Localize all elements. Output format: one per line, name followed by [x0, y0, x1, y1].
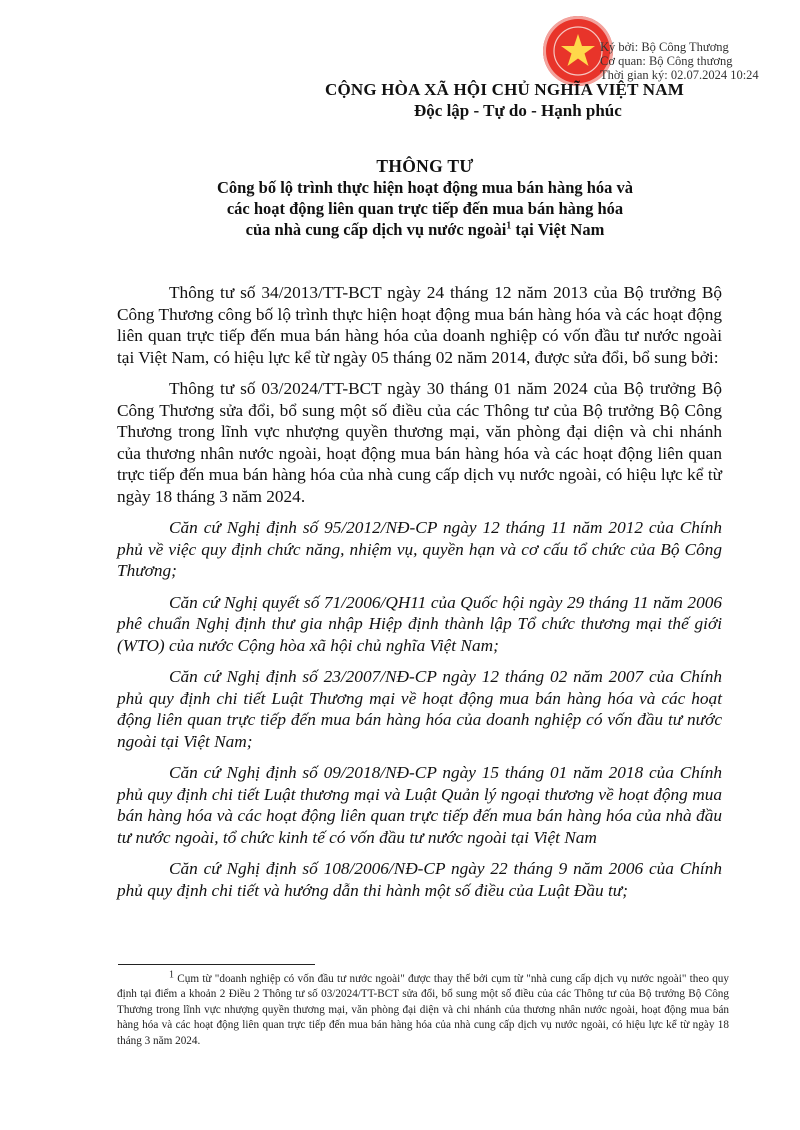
legal-basis-paragraph: Căn cứ Nghị định số 09/2018/NĐ-CP ngày 15 tháng 01 năm 2018 của Chính phủ quy định chi tiết Luật thương mại và Luật Quản lý ngoại thương về hoạt động mua bán hàng hóa và các hoạt động liên quan trực tiếp đến mua bán hàng hóa của nhà đầu tư nước ngoài, tổ chức kinh tế có vốn đầu tư nước ngoài tại Việt Nam — [117, 763, 722, 847]
title-line-1: Công bố lộ trình thực hiện hoạt động mua bán hàng hóa và — [216, 178, 634, 197]
body-paragraph: Thông tư số 34/2013/TT-BCT ngày 24 tháng 12 năm 2013 của Bộ trưởng Bộ Công Thương công bố lộ trình thực hiện hoạt động mua bán hàng hóa và các hoạt động liên quan trực tiếp đến mua bán hàng hóa của doanh nghiệp có vốn đầu tư nước ngoài tại Việt Nam, có hiệu lực kể từ ngày 05 tháng 02 năm 2014, được sửa đổi, bổ sung bởi: — [117, 283, 722, 367]
title-line-3-text: của nhà cung cấp dịch vụ nước ngoài — [245, 220, 507, 239]
footnote — [117, 969, 729, 1049]
document-body — [117, 282, 722, 911]
national-motto: Độc lập - Tự do - Hạnh phúc — [414, 101, 622, 120]
title-line-3 — [150, 219, 700, 240]
digital-signature-info — [600, 40, 800, 82]
footnote-marker: 1 — [169, 969, 174, 981]
signature-signer: Ký bởi: Bộ Công Thương — [600, 40, 729, 54]
body-paragraph: Thông tư số 03/2024/TT-BCT ngày 30 tháng 01 năm 2024 của Bộ trưởng Bộ Công Thương sửa đổi, bổ sung một số điều của các Thông tư của Bộ trưởng Bộ Công Thương trong lĩnh vực nhượng quyền thương mại, văn phòng đại diện và chi nhánh của thương nhân nước ngoài, hoạt động mua bán hàng hóa và các hoạt động liên quan trực tiếp đến mua bán hàng hóa của nhà cung cấp dịch vụ nước ngoài, có hiệu lực kể từ ngày 18 tháng 3 năm 2024. — [117, 379, 722, 506]
legal-basis-paragraph: Căn cứ Nghị định số 108/2006/NĐ-CP ngày 22 tháng 9 năm 2006 của Chính phủ quy định chi tiết và hướng dẫn thi hành một số điều của Luật Đầu tư; — [117, 859, 722, 900]
signature-agency: Cơ quan: Bộ Công thương — [600, 54, 733, 68]
legal-basis-paragraph: Căn cứ Nghị định số 23/2007/NĐ-CP ngày 12 tháng 02 năm 2007 của Chính phủ quy định chi tiết Luật Thương mại về hoạt động mua bán hàng hóa và các hoạt động liên quan trực tiếp đến mua bán hàng hóa của doanh nghiệp có vốn đầu tư nước ngoài tại Việt Nam; — [117, 667, 722, 751]
legal-basis-paragraph: Căn cứ Nghị định số 95/2012/NĐ-CP ngày 12 tháng 11 năm 2012 của Chính phủ về việc quy định chức năng, nhiệm vụ, quyền hạn và cơ cấu tổ chức của Bộ Công Thương; — [117, 518, 722, 580]
footnote-divider — [118, 964, 315, 965]
national-title: CỘNG HÒA XÃ HỘI CHỦ NGHĨA VIỆT NAM — [325, 80, 684, 99]
footnote-text: Cụm từ "doanh nghiệp có vốn đầu tư nước ngoài" được thay thế bởi cụm từ "nhà cung cấp dịch vụ nước ngoài" theo quy định tại điểm a khoản 2 Điều 2 Thông tư số 03/2024/TT-BCT sửa đổi, bổ sung một số điều của các Thông tư của Bộ trưởng Bộ Công Thương trong lĩnh vực nhượng quyền thương mại, văn phòng đại diện và chi nhánh của thương nhân nước ngoài, hoạt động mua bán hàng hóa và các hoạt động liên quan trực tiếp đến mua bán hàng hóa của nhà cung cấp dịch vụ nước ngoài, có hiệu lực kể từ ngày 18 tháng 3 năm 2024. — [117, 973, 729, 1047]
document-type: THÔNG TƯ — [376, 156, 474, 176]
title-line-3-end: tại Việt Nam — [511, 220, 605, 239]
title-line-2: các hoạt động liên quan trực tiếp đến mua bán hàng hóa — [226, 199, 624, 218]
footnote-reference[interactable]: 1 — [506, 220, 512, 232]
document-title-block — [150, 155, 700, 240]
legal-basis-paragraph: Căn cứ Nghị quyết số 71/2006/QH11 của Quốc hội ngày 29 tháng 11 năm 2006 phê chuẩn Nghị định thư gia nhập Hiệp định thành lập Tổ chức thương mại thế giới (WTO) của nước Cộng hòa xã hội chủ nghĩa Việt Nam; — [117, 592, 722, 655]
signature-time: Thời gian ký: 02.07.2024 10:24 — [600, 68, 759, 82]
